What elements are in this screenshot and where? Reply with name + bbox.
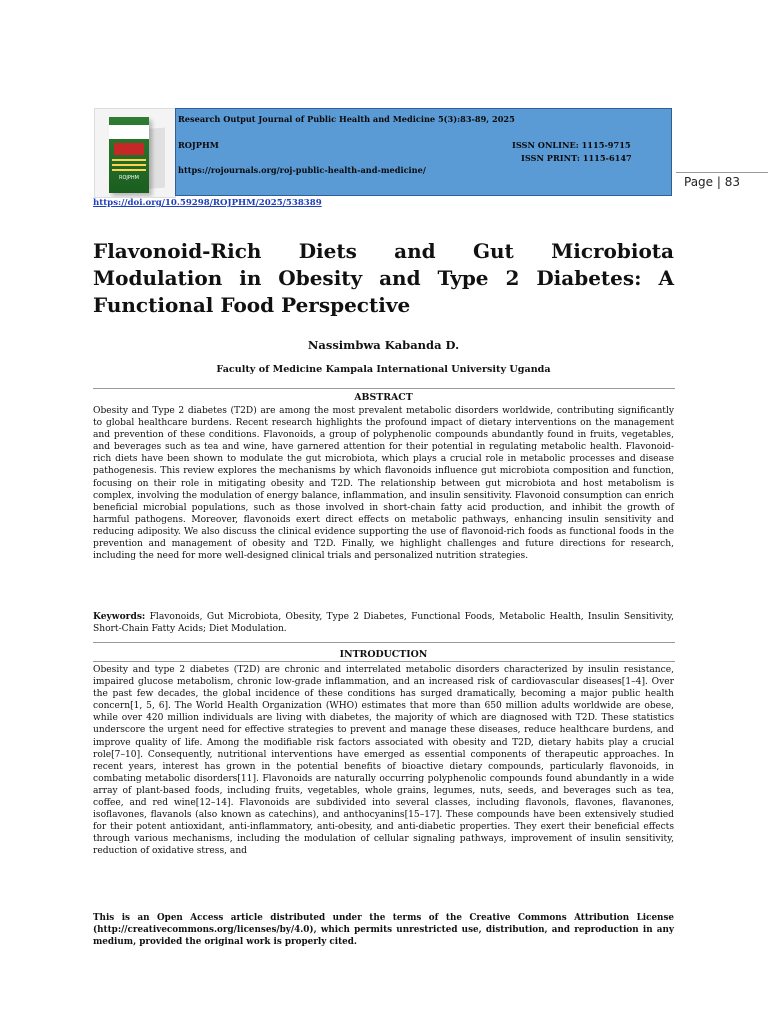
cover-label: ROJPHM (119, 175, 139, 181)
cover-book (109, 117, 149, 193)
article-title: Flavonoid-Rich Diets and Gut Microbiota Modulation in Obesity and Type 2 Diabetes: A Functional Food Perspective (93, 239, 674, 317)
page-number-rule (676, 172, 768, 173)
license-notice: This is an Open Access article distributed under the terms of the Creative Commons Attribution License (http://creativecommons.org/licenses/by/4.0), which permits unrestricted use, distribution, and reproduction in any medium, provided the original work is properly cited. (93, 913, 674, 947)
keywords-text: Flavonoids, Gut Microbiota, Obesity, Type 2 Diabetes, Functional Foods, Metabolic Health, Insulin Sensitivity, Short-Chain Fatty Acids; Diet Modulation. (93, 612, 674, 635)
author-affiliation: Faculty of Medicine Kampala International University Uganda (216, 364, 551, 375)
abstract-heading: ABSTRACT (354, 392, 413, 403)
intro-bottom-rule (93, 661, 675, 662)
doi-link[interactable]: https://doi.org/10.59298/ROJPHM/2025/538389 (93, 198, 322, 208)
journal-url[interactable]: https://rojournals.org/roj-public-health-and-medicine/ (178, 165, 426, 175)
abstract-text: Obesity and Type 2 diabetes (T2D) are among the most prevalent metabolic disorders worldwide, contributing significantly to global healthcare burdens. Recent research highlights the profound impact of dietary interventions on the management and prevention of these conditions. Flavonoids, a group of polyphenolic compounds abundantly found in fruits, vegetables, and beverages such as tea and wine, have garnered attention for their potential in regulating metabolic health. Flavonoid-rich diets have been shown to modulate the gut microbiota, which plays a crucial role in metabolic processes and disease pathogenesis. This review explores the mechanisms by which flavonoids influence gut microbiota composition and function, focusing on their role in mitigating obesity and T2D. The relationship between gut microbiota and host metabolism is complex, involving the modulation of energy balance, inflammation, and insulin sensitivity. Flavonoid consumption can enrich beneficial microbial populations, such as those involved in short-chain fatty acid production, and inhibit the growth of harmful pathogens. Moreover, flavonoids exert direct effects on metabolic pathways, enhancing insulin sensitivity and reducing adiposity. We also discuss the clinical evidence supporting the use of flavonoid-rich foods as functional foods in the prevention and management of obesity and T2D. Finally, we highlight challenges and future directions for research, including the need for more well-designed clinical trials and personalized nutrition strategies. (93, 406, 675, 562)
intro-top-rule (93, 642, 675, 643)
issn-print: ISSN PRINT: 1115-6147 (521, 153, 632, 163)
keywords-label: Keywords: (93, 611, 146, 622)
issn-online: ISSN ONLINE: 1115-9715 (512, 140, 631, 150)
journal-full-name: Research Output Journal of Public Health and Medicine 5(3):83-89, 2025 (178, 114, 515, 124)
journal-abbrev: ROJPHM (178, 140, 219, 150)
keywords (93, 611, 674, 635)
journal-header (175, 108, 672, 196)
abstract-top-rule (93, 388, 675, 389)
author-name: Nassimbwa Kabanda D. (307, 338, 460, 352)
introduction-text: Obesity and type 2 diabetes (T2D) are chronic and interrelated metabolic disorders characterized by insulin resistance, impaired glucose metabolism, chronic low-grade inflammation, and an increased risk of cardiovascular diseases[1–4]. Over the past few decades, the global incidence of these conditions has surged dramatically, becoming a major public health concern[1, 5, 6]. The World Health Organization (WHO) estimates that more than 650 million adults worldwide are obese, while over 420 million individuals are living with diabetes, the majority of which are diagnosed with T2D. These statistics underscore the urgent need for effective strategies to prevent and manage these diseases, reduce healthcare burdens, and improve quality of life. Among the modifiable risk factors associated with obesity and T2D, dietary habits play a crucial role[7–10]. Consequently, nutritional interventions have emerged as essential components of therapeutic approaches. In recent years, interest has grown in the potential benefits of bioactive dietary compounds, particularly flavonoids, in combating metabolic disorders[11]. Flavonoids are naturally occurring polyphenolic compounds found abundantly in a wide array of plant-based foods, including fruits, vegetables, whole grains, legumes, nuts, seeds, and beverages such as tea, coffee, and red wine[12–14]. Flavonoids are subdivided into several classes, including flavonols, flavones, flavanones, isoflavones, flavanols (also known as catechins), and anthocyanins[15–17]. These compounds have been extensively studied for their potent antioxidant, anti-inflammatory, anti-obesity, and anti-diabetic properties. They exert their beneficial effects through various mechanisms, including the modulation of cellular signaling pathways, improvement of insulin sensitivity, reduction of oxidative stress, and (93, 665, 674, 857)
journal-cover-image (94, 108, 176, 198)
introduction-heading: INTRODUCTION (339, 649, 428, 660)
page-number: Page | 83 (684, 175, 740, 189)
